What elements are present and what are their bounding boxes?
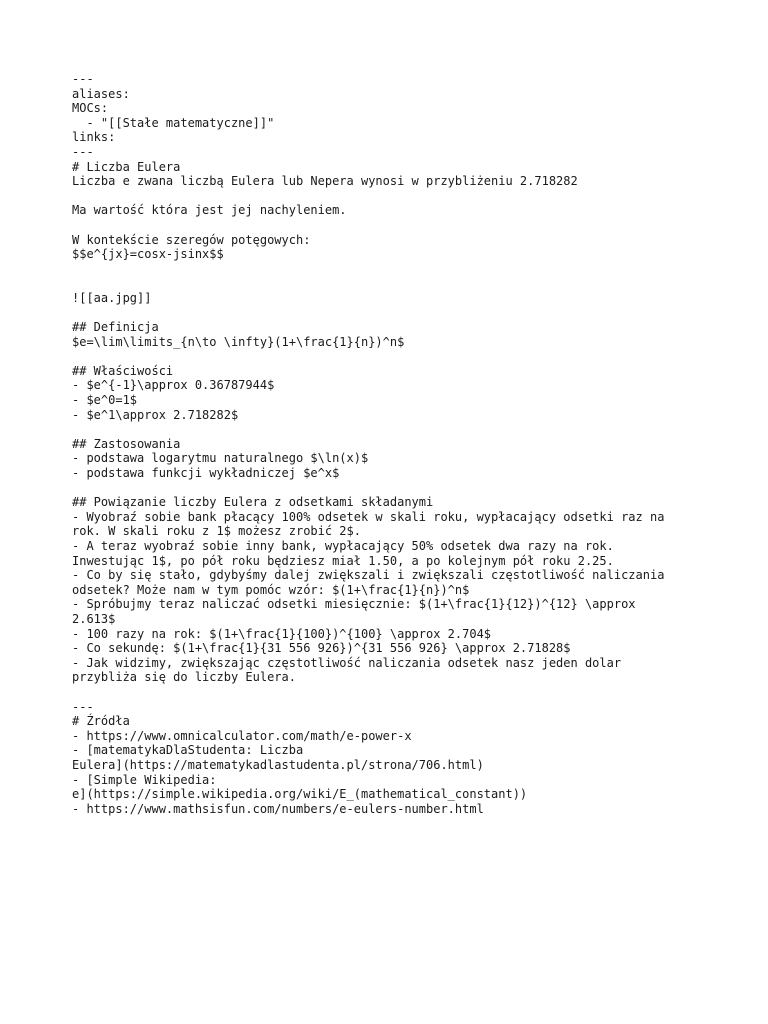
page-title: # Liczba Eulera [72,159,181,174]
list-item: - A teraz wyobraź sobie inny bank, wypłacający 50% odsetek dwa razy na rok. [72,539,614,553]
blank-line [72,276,712,291]
section-heading-zastosowania: ## Zastosowania [72,436,181,451]
section-heading-wlasciwosci: ## Właściwości [72,363,174,378]
frontmatter-delimiter-close: --- [72,144,94,159]
list-item: - 100 razy na rok: $(1+\frac{1}{100})^{100} \approx 2.704$ [72,626,492,641]
image-embed-line: ![[aa.jpg]] [72,290,152,305]
blank-line [72,262,712,277]
frontmatter-mocs: MOCs: [72,101,109,116]
list-item: - Co sekundę: $(1+\frac{1}{31 556 926})^{31 556 926} \approx 2.71828$ [72,641,571,656]
source-link-continuation: Eulera](https://matematykadlastudenta.pl/strona/706.html) [72,757,484,772]
list-item: - Wyobraź sobie bank płacący 100% odsetek w skali roku, wypłacający odsetki raz na [72,509,665,524]
euler-formula-line: $$e^{jx}=cosx-jsinx$$ [72,247,224,262]
blank-line [72,422,712,437]
list-item-continuation: odsetek? Może nam w tym pomóc wzór: $(1+\frac{1}{n})^n$ [72,582,470,597]
list-item-continuation: rok. W skali roku z 1$ możesz zrobić 2$. [72,524,361,539]
frontmatter-links: links: [72,130,116,145]
list-item: - $e^0=1$ [72,393,138,408]
horizontal-rule: --- [72,699,94,714]
intro-line: Liczba e zwana liczbą Eulera lub Nepera wynosi w przybliżeniu 2.718282 [72,174,578,189]
section-heading-odsetki: ## Powiązanie liczby Eulera z odsetkami składanymi [72,495,434,510]
source-link-continuation: e](https://simple.wikipedia.org/wiki/E_(mathematical_constant)) [72,787,528,802]
source-link: - https://www.mathsisfun.com/numbers/e-eulers-number.html [72,801,484,816]
list-item-continuation: 2.613$ [72,611,116,626]
blank-line [72,481,712,496]
frontmatter-moc-item: - "[[Stałe matematyczne]]" [72,115,275,130]
list-item: - Spróbujmy teraz naliczać odsetki miesięcznie: $(1+\frac{1}{12})^{12} \approx [72,597,636,612]
list-item: - $e^{-1}\approx 0.36787944$ [72,378,275,393]
source-link: - [Simple Wikipedia: [72,772,217,787]
list-item: - Co by się stało, gdybyśmy dalej zwiększali i zwiększali częstotliwość naliczania [72,568,665,583]
slope-line: Ma wartość która jest jej nachyleniem. [72,203,347,218]
list-item: - podstawa funkcji wykładniczej $e^x$ [72,466,340,481]
power-series-line: W kontekście szeregów potęgowych: [72,232,311,247]
blank-line [72,218,712,233]
list-item-continuation: Inwestując 1$, po pół roku będziesz miał 1.50, a po kolejnym pół roku 2.25. [72,553,614,568]
list-item: - Jak widzimy, zwiększając częstotliwość naliczania odsetek nasz jeden dolar [72,655,622,670]
source-link: - https://www.omnicalculator.com/math/e-power-x [72,728,412,743]
blank-line [72,306,712,321]
definition-formula-line: $e=\lim\limits_{n\to \infty}(1+\frac{1}{n})^n$ [72,334,405,349]
frontmatter-aliases: aliases: [72,86,130,101]
blank-line [72,349,712,364]
frontmatter-delimiter-open: --- [72,72,94,86]
list-item-continuation: przybliża się do liczby Eulera. [72,670,296,685]
section-heading-zrodla: # Źródła [72,714,130,729]
section-heading-definicja: ## Definicja [72,320,159,335]
list-item: - podstawa logarytmu naturalnego $\ln(x)$ [72,451,369,466]
source-link: - [matematykaDlaStudenta: Liczba [72,743,304,758]
list-item: - $e^1\approx 2.718282$ [72,407,239,422]
blank-line [72,685,712,700]
markdown-document [72,72,712,816]
blank-line [72,189,712,204]
